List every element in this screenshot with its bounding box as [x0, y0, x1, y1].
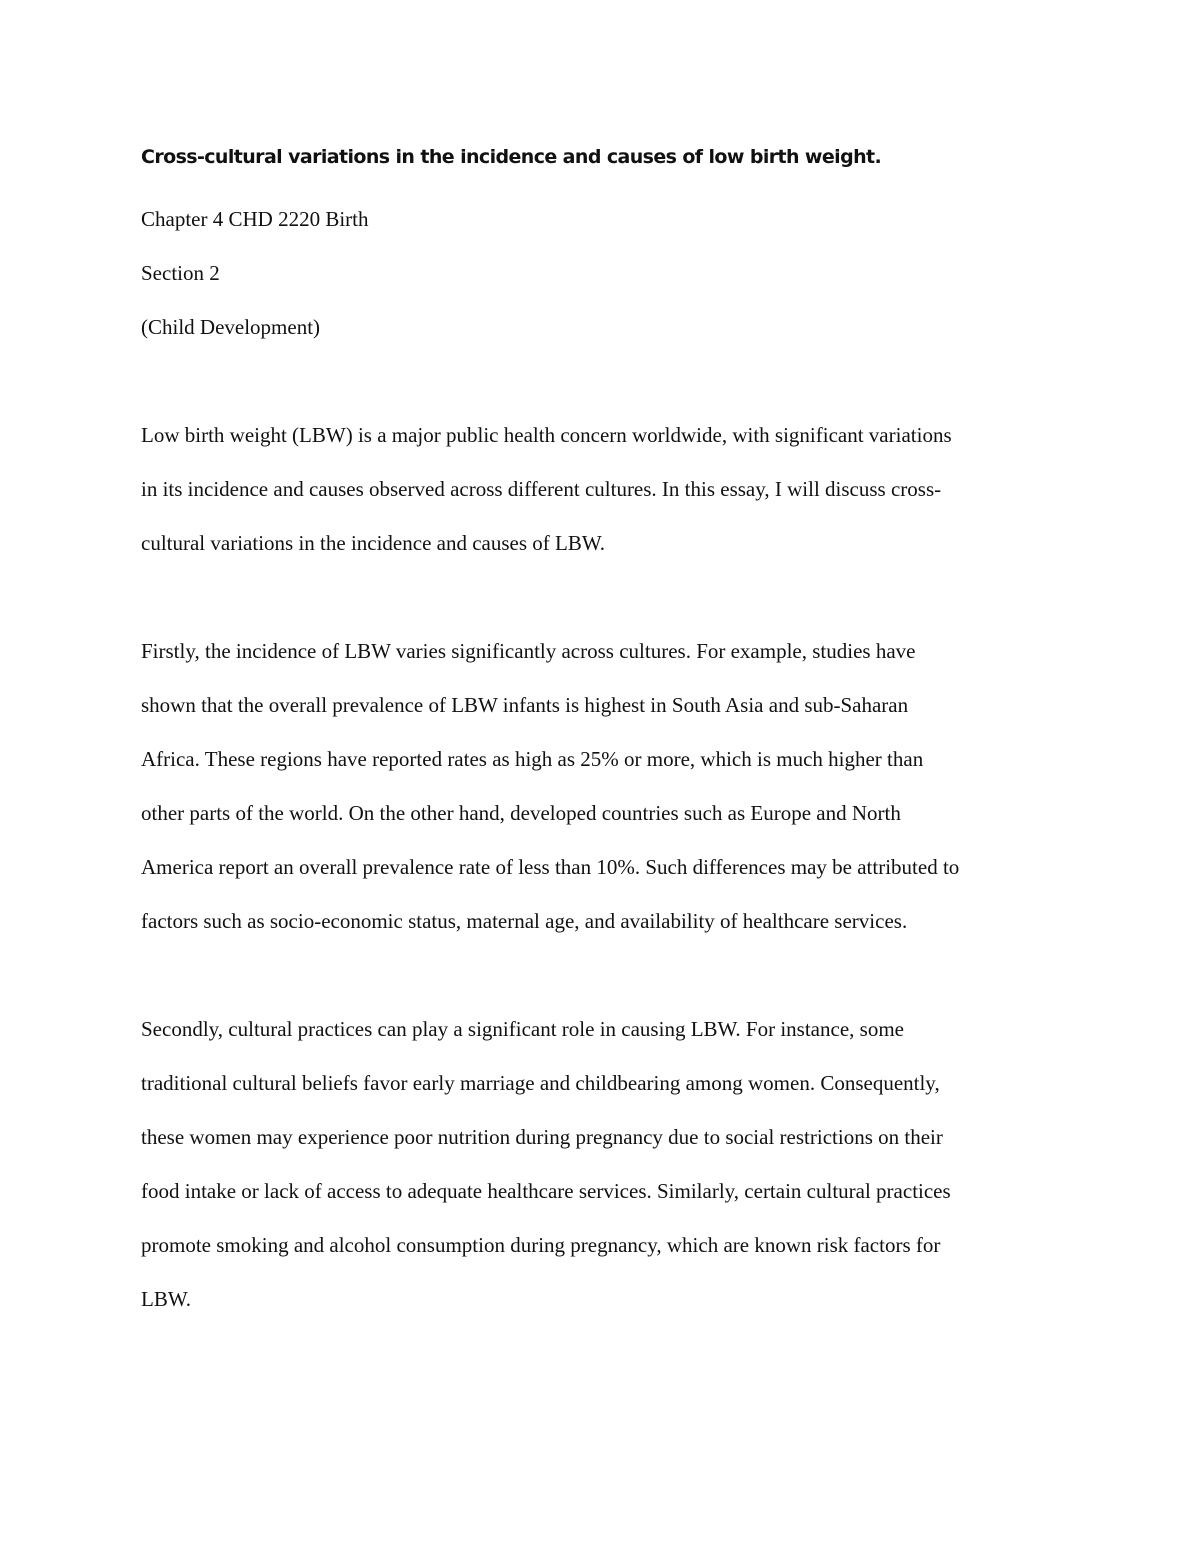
paragraph-line: America report an overall prevalence rate of less than 10%. Such differences may be attributed to — [141, 855, 960, 879]
paragraph-line: LBW. — [141, 1287, 191, 1311]
paragraph-intro — [141, 408, 1081, 570]
paragraph-line: factors such as socio-economic status, maternal age, and availability of healthcare services. — [141, 909, 908, 933]
paragraph-cultural-practices — [141, 1002, 1081, 1326]
paragraph-line: food intake or lack of access to adequate healthcare services. Similarly, certain cultural practices — [141, 1179, 951, 1203]
paragraph-line: traditional cultural beliefs favor early marriage and childbearing among women. Consequently, — [141, 1071, 940, 1095]
paragraph-line: in its incidence and causes observed across different cultures. In this essay, I will discuss cross- — [141, 477, 942, 501]
paragraph-line: other parts of the world. On the other hand, developed countries such as Europe and North — [141, 801, 901, 825]
subject-line: (Child Development) — [141, 315, 321, 339]
paragraph-line: Low birth weight (LBW) is a major public health concern worldwide, with significant variations — [141, 423, 952, 447]
document-title: Cross-cultural variations in the incidence and causes of low birth weight. — [141, 146, 882, 168]
section-line: Section 2 — [141, 261, 220, 285]
paragraph-line: Africa. These regions have reported rates as high as 25% or more, which is much higher than — [141, 747, 924, 771]
paragraph-line: these women may experience poor nutrition during pregnancy due to social restrictions on their — [141, 1125, 943, 1149]
paragraph-incidence — [141, 624, 1081, 948]
chapter-line: Chapter 4 CHD 2220 Birth — [141, 207, 369, 231]
paragraph-line: shown that the overall prevalence of LBW infants is highest in South Asia and sub-Saharan — [141, 693, 909, 717]
document-content — [141, 138, 1081, 1326]
paragraph-line: cultural variations in the incidence and causes of LBW. — [141, 531, 605, 555]
paragraph-line: promote smoking and alcohol consumption during pregnancy, which are known risk factors for — [141, 1233, 941, 1257]
paragraph-line: Firstly, the incidence of LBW varies significantly across cultures. For example, studies have — [141, 639, 916, 663]
paragraph-line: Secondly, cultural practices can play a significant role in causing LBW. For instance, some — [141, 1017, 904, 1041]
